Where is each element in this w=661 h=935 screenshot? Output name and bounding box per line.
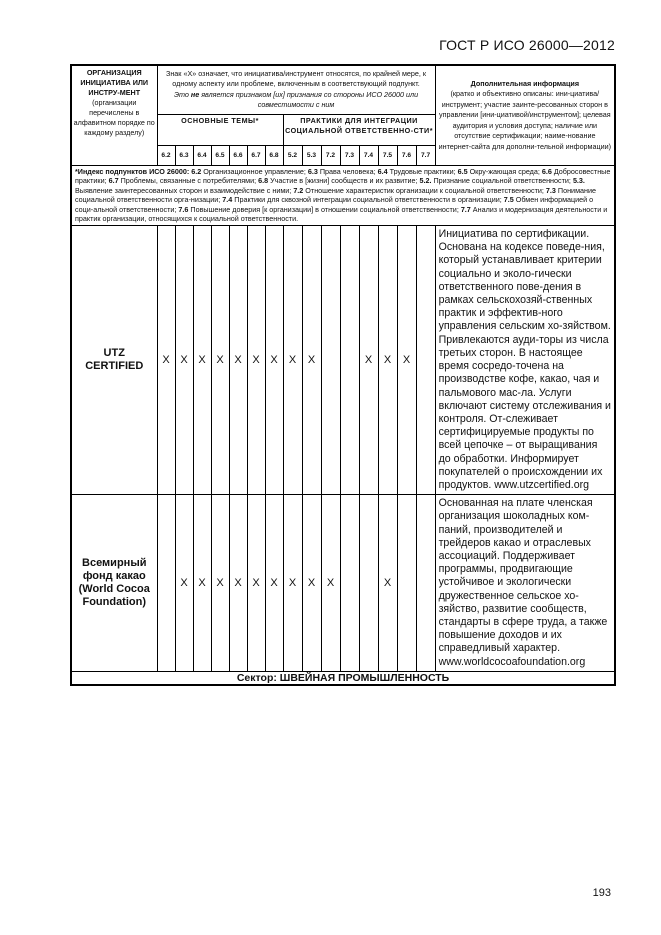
mark-cell-6-2: X	[157, 226, 175, 495]
mark-cell-6-4: X	[193, 226, 211, 495]
mark-cell-6-8: X	[265, 495, 283, 672]
index-clause-number: 7.3	[545, 185, 556, 195]
mark-cell-6-3: X	[175, 495, 193, 672]
column-header-6-5: 6.5	[211, 145, 229, 165]
additional-info-title: Дополнительная информация	[470, 78, 580, 88]
index-clause-number: 6.8	[258, 176, 269, 186]
column-header-5-2: 5.2	[283, 145, 302, 165]
mark-cell-5-3: X	[302, 495, 321, 672]
note-text-2: Это не является признаком [их] признания со стороны ИСО 26000 или совместимости с ним	[173, 89, 419, 110]
mark-cell-7-4: X	[359, 226, 378, 495]
group-integration-practices: ПРАКТИКИ ДЛЯ ИНТЕГРАЦИИ СОЦИАЛЬНОЙ ОТВЕТСТВЕННО-СТИ*	[283, 114, 435, 145]
org-description: Инициатива по сертификации. Основана на кодексе поведе-ния, который устанавливает критерии социально и эколо-гически ответственного пове-дения в рамках сельскохозяй-ственных практик и эффектив-ного управления сельским хо-зяйством. Привлекаются ауди-торы из числа третьих сторон. В настоящее время сосредо-точена на производстве кофе, какао, чая и пальмового мас-ла. Услуги включают систему отслеживания и контроля. От-слеживает сертифицируемые продукты по всей цепочке – от выращивания до обработки. Информирует покупателей о происхождении их продуктов. www.utzcertified.org	[435, 226, 615, 495]
mark-cell-7-3	[340, 226, 359, 495]
mark-cell-7-6: X	[397, 226, 416, 495]
index-clause-number: 7.2	[293, 185, 304, 195]
org-column-header	[71, 65, 157, 165]
clause-index-legend	[71, 165, 615, 226]
column-header-5-3: 5.3	[302, 145, 321, 165]
index-clause-text: Участие в [жизни] сообществ и их развитие;	[268, 176, 420, 186]
mark-cell-7-3	[340, 495, 359, 672]
mark-cell-6-8: X	[265, 226, 283, 495]
index-clause-text: Права человека;	[317, 166, 378, 176]
column-header-7-3: 7.3	[340, 145, 359, 165]
index-clause-number: 7.5	[503, 195, 514, 205]
index-clause-text: Выявление заинтересованных сторон и взаимодействие с ними;	[75, 185, 294, 195]
column-header-6-7: 6.7	[247, 145, 265, 165]
mark-cell-7-2	[321, 226, 340, 495]
org-name-utz: UTZ CERTIFIED	[71, 226, 157, 495]
note-text-1: Знак «X» означает, что инициатива/инструмент относятся, по крайней мере, к одному аспекту или проблеме, включенным в соответствующий подпункт.	[166, 68, 427, 89]
index-clause-number: 7.6	[178, 204, 189, 214]
sector-heading: Сектор: ШВЕЙНАЯ ПРОМЫШЛЕННОСТЬ	[71, 671, 615, 685]
index-clause-text: Организационное управление;	[201, 166, 308, 176]
document-header: ГОСТ Р ИСО 26000—2012	[439, 37, 615, 53]
mark-cell-7-5: X	[378, 495, 397, 672]
column-header-6-4: 6.4	[193, 145, 211, 165]
mark-legend-note	[157, 65, 435, 114]
mark-cell-6-5: X	[211, 226, 229, 495]
column-header-7-6: 7.6	[397, 145, 416, 165]
index-clause-text: Окру-жающая среда;	[467, 166, 542, 176]
mark-cell-5-2: X	[283, 226, 302, 495]
mark-cell-7-5: X	[378, 226, 397, 495]
mark-cell-6-5: X	[211, 495, 229, 672]
org-header-subtitle: (организации перечислены в алфавитном порядке по каждому разделу)	[73, 98, 155, 137]
org-name-wcf: Всемирный фонд какао (World Cocoa Foundation)	[71, 495, 157, 672]
index-clause-number: 6.5	[457, 166, 468, 176]
column-header-6-3: 6.3	[175, 145, 193, 165]
mark-cell-6-2	[157, 495, 175, 672]
index-clause-text: Добросовестные практики;	[75, 166, 611, 186]
org-header-title: ОРГАНИЗАЦИЯ ИНИЦИАТИВА ИЛИ ИНСТРУ-МЕНТ	[80, 68, 149, 97]
index-clause-number: 7.4	[222, 195, 233, 205]
index-clause-number: 6.7	[108, 176, 119, 186]
mark-cell-6-4: X	[193, 495, 211, 672]
mark-cell-6-6: X	[229, 495, 247, 672]
mark-cell-5-2: X	[283, 495, 302, 672]
index-clause-text: Проблемы, связанные с потребителями;	[118, 176, 259, 186]
index-clause-text: Трудовые практики;	[387, 166, 458, 176]
column-header-6-6: 6.6	[229, 145, 247, 165]
index-clause-text: Обмен информацией о соци-альной ответственности;	[75, 195, 594, 214]
index-clause-number: *Индекс подпунктов ИСО 26000: 6.2	[75, 166, 202, 176]
column-header-6-8: 6.8	[265, 145, 283, 165]
index-clause-text: Признание социальной ответственности;	[431, 176, 573, 186]
column-header-7-4: 7.4	[359, 145, 378, 165]
mark-cell-7-4	[359, 495, 378, 672]
index-clause-number: 6.4	[377, 166, 388, 176]
column-header-6-2: 6.2	[157, 145, 175, 165]
additional-info-body: (кратко и объективно описаны: ини-циатива/инструмент; участие заинте-ресованных сторон в управлении [ини-циативой/инструментом]; целевая аудитория и условия доступа; наличие или отсутствие сертификации; наиме-нование интернет-сайта для дополни-тельной информации)	[438, 89, 612, 151]
index-clause-text: Повышение доверия [к организации] в отношении социальной ответственности;	[188, 204, 461, 214]
mark-cell-7-7	[416, 495, 435, 672]
column-header-7-2: 7.2	[321, 145, 340, 165]
index-clause-text: Практики для сквозной интеграции социальной ответственности в организации;	[232, 195, 504, 205]
page-number: 193	[592, 887, 611, 899]
mark-cell-6-7: X	[247, 226, 265, 495]
index-clause-number: 6.3	[307, 166, 318, 176]
column-header-7-7: 7.7	[416, 145, 435, 165]
mark-cell-7-7	[416, 226, 435, 495]
additional-info-header	[435, 65, 615, 165]
index-clause-number: 6.6	[541, 166, 552, 176]
index-clause-text: Анализ и модернизация деятельности и практик организации, относящихся к социальной ответственности.	[75, 204, 608, 224]
mark-cell-7-2: X	[321, 495, 340, 672]
org-description: Основанная на плате членская организация шоколадных ком-паний, производителей и трейдеров какао и отраслевых ассоциаций. Поддерживает программы, продвигающие устойчивое и экологически дружественное сельское хо-зяйство, развитие сообществ, стандарты в сфере труда, а также повышение доходов и их справедливый характер. www.worldcocoafoundation.org	[435, 495, 615, 672]
group-core-subjects: ОСНОВНЫЕ ТЕМЫ*	[157, 114, 283, 145]
index-clause-text: Отношение характеристик организации к социальной ответственности;	[303, 185, 546, 195]
mark-cell-7-6	[397, 495, 416, 672]
mark-cell-6-7: X	[247, 495, 265, 672]
index-clause-number: 7.7	[460, 204, 471, 214]
mark-cell-5-3: X	[302, 226, 321, 495]
index-clause-number: 5.3.	[572, 176, 585, 186]
index-clause-text: Понимание социальной ответственности орга-низации;	[75, 185, 596, 205]
column-header-7-5: 7.5	[378, 145, 397, 165]
initiatives-table	[70, 64, 616, 686]
mark-cell-6-6: X	[229, 226, 247, 495]
index-clause-number: 5.2.	[419, 176, 432, 186]
mark-cell-6-3: X	[175, 226, 193, 495]
